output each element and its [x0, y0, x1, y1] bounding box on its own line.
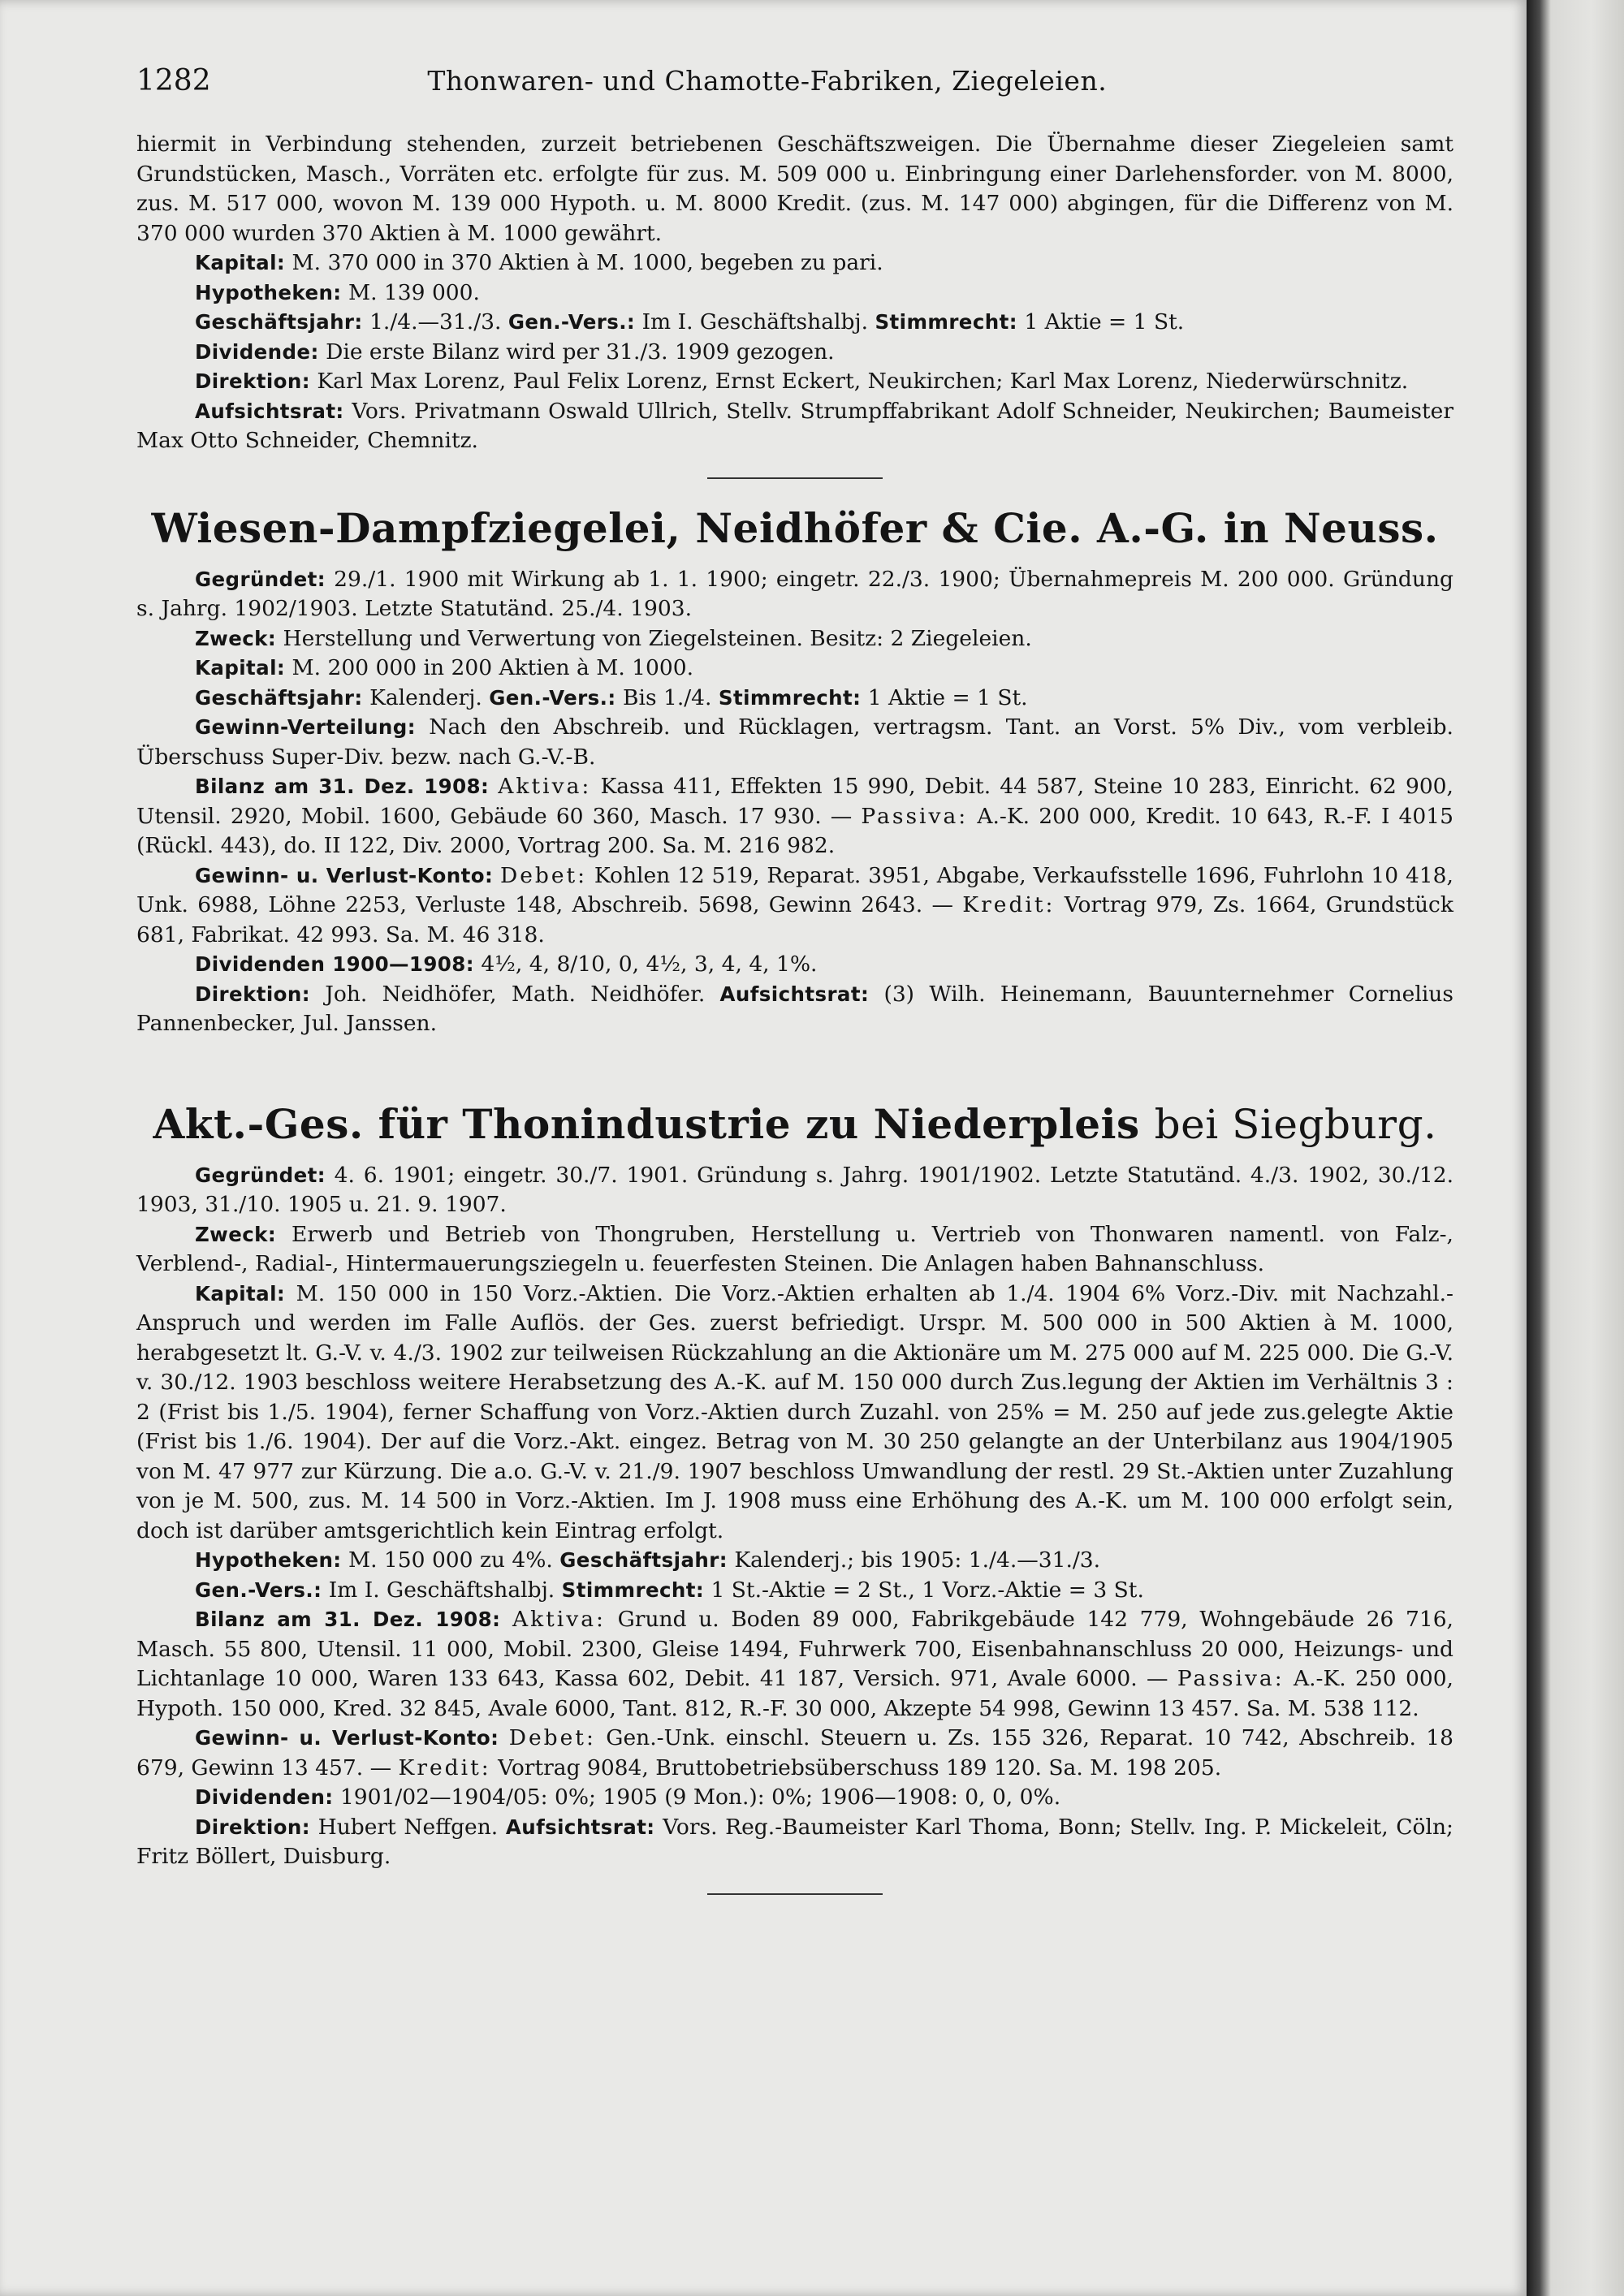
- section2-bilanz: Bilanz am 31. Dez. 1908: Aktiva: Kassa 411, Effekten 15 990, Debit. 44 587, Steine 10 283, Einricht. 62 900, Utensil. 2920, Mobil. 1600, Gebäude 60 360, Masch. 17 930. — Passiva: A.-K. 200 000, Kredit. 10 643, R.-F. I 4015 (Rückl. 443), do. II 122, Div. 2000, Vortrag 200. Sa. M. 216 982.: [136, 774, 1453, 858]
- section3-hypotheken: Hypotheken: M. 150 000 zu 4%. Geschäftsjahr: Kalenderj.; bis 1905: 1./4.—31./3.: [195, 1547, 1101, 1573]
- section-divider: [707, 477, 883, 479]
- section1-dividende: Dividende: Die erste Bilanz wird per 31./3. 1909 gezogen.: [195, 339, 835, 365]
- section3-dividenden: Dividenden: 1901/02—1904/05: 0%; 1905 (9 Mon.): 0%; 1906—1908: 0, 0, 0%.: [195, 1785, 1061, 1810]
- section1-geschaeftsjahr: Geschäftsjahr: 1./4.—31./3. Gen.-Vers.: Im I. Geschäftshalbj. Stimmrecht: 1 Aktie = 1 St.: [195, 309, 1185, 334]
- section1-aufsichtsrat: Aufsichtsrat: Vors. Privatmann Oswald Ullrich, Stellv. Strumpffabrikant Adolf Schneider, Neukirchen; Baumeister Max Otto Schneider, Chemnitz.: [136, 398, 1453, 453]
- section2-gegruendet: Gegründet: 29./1. 1900 mit Wirkung ab 1. 1. 1900; eingetr. 22./3. 1900; Übernahmepreis M. 200 000. Gründung s. Jahrg. 1902/1903. Letzte Statutänd. 25./4. 1903.: [136, 566, 1453, 621]
- section3-gegruendet: Gegründet: 4. 6. 1901; eingetr. 30./7. 1901. Gründung s. Jahrg. 1901/1902. Letzte Statutänd. 4./3. 1902, 30./12. 1903, 31./10. 1905 u. 21. 9. 1907.: [136, 1162, 1453, 1217]
- section2-geschaeftsjahr: Geschäftsjahr: Kalenderj. Gen.-Vers.: Bis 1./4. Stimmrecht: 1 Aktie = 1 St.: [195, 684, 1028, 710]
- section3-genvers: Gen.-Vers.: Im I. Geschäftshalbj. Stimmrecht: 1 St.-Aktie = 2 St., 1 Vorz.-Aktie = 3 St.: [195, 1577, 1144, 1603]
- section1-hypotheken: Hypotheken: M. 139 000.: [195, 279, 480, 305]
- book-edge: [1527, 0, 1624, 2296]
- section3-bilanz: Bilanz am 31. Dez. 1908: Aktiva: Grund u. Boden 89 000, Fabrikgebäude 142 779, Wohngebäude 26 716, Masch. 55 800, Utensil. 11 000, Mobil. 2300, Gleise 1494, Fuhrwerk 700, Eisenbahnanschluss 20 000, Heizungs- und Lichtanlage 10 000, Waren 133 643, Kassa 602, Debit. 41 187, Versich. 971, Avale 6000. — Passiva: A.-K. 250 000, Hypoth. 150 000, Kred. 32 845, Avale 6000, Tant. 812, R.-F. 30 000, Akzepte 54 998, Gewinn 13 457. Sa. M. 538 112.: [136, 1607, 1453, 1721]
- section2-dividenden: Dividenden 1900—1908: 4½, 4, 8/10, 0, 4½, 3, 4, 4, 1%.: [195, 952, 818, 977]
- section1-kapital: Kapital: M. 370 000 in 370 Aktien à M. 1000, begeben zu pari.: [195, 250, 883, 275]
- section1-intro: hiermit in Verbindung stehenden, zurzeit betriebenen Geschäftszweigen. Die Übernahme dieser Ziegeleien samt Grundstücken, Masch., Vorräten etc. erfolgte für zus. M. 509 000 u. Einbringung einer Darlehensforder. von M. 8000, zus. M. 517 000, wovon M. 139 000 Hypoth. u. M. 8000 Kredit. (zus. M. 147 000) abgingen, für die Differenz von M. 370 000 wurden 370 Aktien à M. 1000 gewährt.: [136, 132, 1453, 246]
- page-number: 1282: [136, 64, 211, 97]
- section2-zweck: Zweck: Herstellung und Verwertung von Ziegelsteinen. Besitz: 2 Ziegeleien.: [195, 625, 1032, 651]
- running-head: [136, 65, 1453, 97]
- section-divider-bottom: [707, 1893, 883, 1895]
- section1-direktion: Direktion: Karl Max Lorenz, Paul Felix Lorenz, Ernst Eckert, Neukirchen; Karl Max Lorenz, Niederwürschnitz.: [195, 369, 1409, 394]
- section-gap: [136, 1039, 1453, 1099]
- section2-kapital: Kapital: M. 200 000 in 200 Aktien à M. 1000.: [195, 655, 694, 680]
- page-content: [136, 65, 1453, 1919]
- section2-direktion: Direktion: Joh. Neidhöfer, Math. Neidhöfer. Aufsichtsrat: (3) Wilh. Heinemann, Bauunternehmer Cornelius Pannenbecker, Jul. Janssen.: [136, 981, 1453, 1036]
- company-title-wiesen: Wiesen-Dampfziegelei, Neidhöfer & Cie. A.-G. in Neuss.: [151, 503, 1439, 552]
- section3-kapital: Kapital: M. 150 000 in 150 Vorz.-Aktien. Die Vorz.-Aktien erhalten ab 1./4. 1904 6% Vorz.-Div. mit Nachzahl.-Anspruch und werden im Falle Auflös. der Ges. zuerst befriedigt. Urspr. M. 500 000 in 500 Aktien à M. 1000, herabgesetzt lt. G.-V. v. 4./3. 1902 zur teilweisen Rückzahlung an die Aktionäre um M. 275 000 auf M. 225 000. Die G.-V. v. 30./12. 1903 beschloss weitere Herabsetzung des A.-K. auf M. 150 000 durch Zus.legung der Aktien im Verhältnis 3 : 2 (Frist bis 1./5. 1904), ferner Schaffung von Vorz.-Aktien durch Zuzahl. von 25% = M. 250 auf jede zus.gelegte Aktie (Frist bis 1./6. 1904). Der auf die Vorz.-Akt. eingez. Betrag von M. 30 250 gelangte an der Unterbilanz aus 1904/1905 von M. 47 977 zur Kürzung. Die a.o. G.-V. v. 21./9. 1907 beschloss Umwandlung der restl. 29 St.-Aktien unter Zuzahlung von je M. 500, zus. M. 14 500 in Vorz.-Aktien. Im J. 1908 muss eine Erhöhung des A.-K. um M. 100 000 erfolgt sein, doch ist darüber amtsgerichtlich kein Eintrag erfolgt.: [136, 1280, 1453, 1543]
- section3-direktion: Direktion: Hubert Neffgen. Aufsichtsrat: Vors. Reg.-Baumeister Karl Thoma, Bonn; Stellv. Ing. P. Mickeleit, Cöln; Fritz Böllert, Duisburg.: [136, 1814, 1453, 1869]
- section3-zweck: Zweck: Erwerb und Betrieb von Thongruben, Herstellung u. Vertrieb von Thonwaren namentl. von Falz-, Verblend-, Radial-, Hintermauerungsziegeln u. feuerfesten Steinen. Die Anlagen haben Bahnanschluss.: [136, 1221, 1453, 1276]
- running-title: Thonwaren- und Chamotte-Fabriken, Ziegeleien.: [427, 65, 1108, 97]
- section2-gewinnverteilung: Gewinn-Verteilung: Nach den Abschreib. und Rücklagen, vertragsm. Tant. an Vorst. 5% Div., vom verbleib. Überschuss Super-Div. bezw. nach G.-V.-B.: [136, 714, 1453, 770]
- section2-gewinn-verlust: Gewinn- u. Verlust-Konto: Debet: Kohlen 12 519, Reparat. 3951, Abgabe, Verkaufsstelle 1696, Fuhrlohn 10 418, Unk. 6988, Löhne 2253, Verluste 148, Abschreib. 5698, Gewinn 2643. — Kredit: Vortrag 979, Zs. 1664, Grundstück 681, Fabrikat. 42 993. Sa. M. 46 318.: [136, 862, 1453, 947]
- company-title-niederpleis: Akt.-Ges. für Thonindustrie zu Niederpleis bei Siegburg.: [153, 1099, 1437, 1148]
- section3-gewinn-verlust: Gewinn- u. Verlust-Konto: Debet: Gen.-Unk. einschl. Steuern u. Zs. 155 326, Reparat. 10 742, Abschreib. 18 679, Gewinn 13 457. — Kredit: Vortrag 9084, Bruttobetriebsüberschuss 189 120. Sa. M. 198 205.: [136, 1725, 1453, 1780]
